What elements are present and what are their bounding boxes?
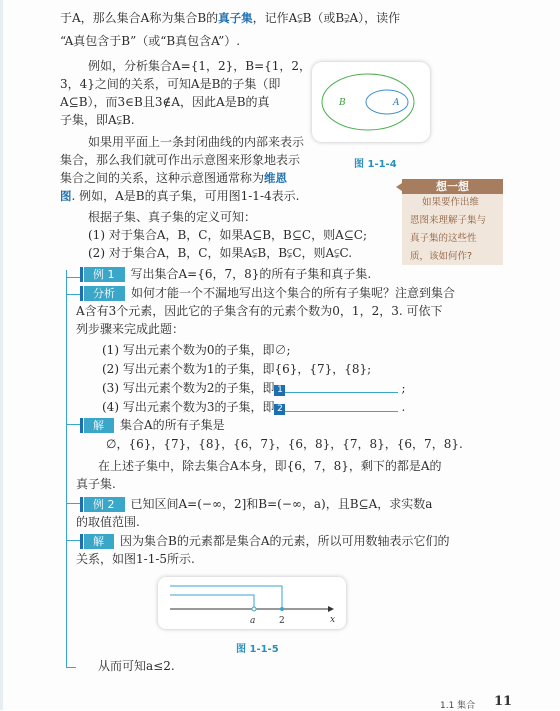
page-number: 11: [494, 694, 513, 709]
analysis-tag: 分析: [84, 286, 125, 301]
props-p2: (2) 对于集合A，B，C，如果A⫋B，B⫋C，则A⫋C.: [88, 246, 353, 260]
venn-label-a: A: [393, 98, 400, 108]
answer-blank-2[interactable]: 2: [274, 399, 398, 412]
example2-header: 例 2 已知区间A=(−∞，2]和B=(−∞，a)，且B⊆A，求实数a: [84, 496, 432, 512]
analysis-line1: 分析 如何才能一个不漏地写出这个集合的所有子集呢？注意到集合: [84, 285, 455, 301]
analysis-line2: A含有3个元素，因此它的子集含有的元素个数为0，1，2，3. 可依下: [76, 304, 443, 318]
number-line-svg: [158, 577, 346, 629]
example2-question-line2: 的取值范围.: [76, 515, 140, 529]
solution1-line1: 解 集合A的所有子集是: [84, 417, 225, 433]
axis-arrow: [328, 606, 334, 612]
example1-tag: 例 1: [84, 267, 125, 282]
term-proper-subset: 真子集: [218, 11, 253, 25]
para2-line3: A⊆B），而3∈B且3∉A，因此A是B的真: [60, 95, 270, 109]
example1-header: [84, 266, 371, 282]
venn-diagram: [312, 62, 430, 142]
sidebar-line-2: 恩图来理解子集与: [410, 215, 487, 226]
example-bracket-line: [66, 270, 67, 668]
answer-blank-1[interactable]: 1: [274, 380, 398, 393]
sidebar-line-3: 真子集的这些性: [410, 233, 477, 244]
solution1-line3: 在上述子集中，除去集合A本身，即{6，7，8}，剩下的都是A的: [98, 459, 442, 473]
props-p1: (1) 对于集合A，B，C，如果A⊆B，B⊆C，则A⊆C;: [88, 228, 368, 242]
set-a-ellipse: [366, 90, 408, 114]
conclusion: 从而可知a≤2.: [98, 659, 175, 673]
step1: (1) 写出元素个数为0的子集，即∅;: [102, 343, 291, 357]
props-intro: 根据子集、真子集的定义可知：: [88, 210, 257, 224]
step2: (2) 写出元素个数为1的子集，即{6}，{7}，{8};: [102, 362, 372, 376]
figure-caption-1-1-5: 图 1-1-5: [236, 644, 279, 655]
solution2-line2: 关系，如图1-1-5所示.: [76, 552, 195, 566]
set-b-ellipse: [322, 74, 414, 130]
venn-label-b: B: [339, 98, 346, 108]
number-line-figure: [158, 577, 346, 629]
para1-line2: “A真包含于B”（或“B真包含A”）.: [60, 34, 241, 48]
sidebar-title: 想一想: [402, 179, 503, 194]
venn-svg: [312, 62, 430, 142]
para3-line3: 集合之间的关系，这种示意图通常称为维恩: [60, 171, 288, 185]
solution1-line4: 真子集.: [76, 477, 116, 491]
footer-section: 1.1 集合: [440, 701, 476, 711]
label-2: 2: [279, 616, 285, 626]
interval-a-bracket: [170, 586, 282, 609]
point-a: [252, 607, 256, 611]
sidebar-line-1: 如果要作出维: [422, 197, 480, 208]
step4: (4) 写出元素个数为3的子集，即 2 .: [102, 400, 406, 414]
step3: (3) 写出元素个数为2的子集，即 1 ;: [102, 381, 406, 395]
analysis-line3: 列步骤来完成此题：: [76, 322, 185, 336]
para2-line4: 子集，即A⫋B.: [60, 113, 135, 127]
example2-tag: 例 2: [84, 497, 125, 512]
example1-question: 写出集合A={6，7，8}的所有子集和真子集.: [130, 267, 372, 281]
point-2: [280, 607, 284, 611]
label-a: a: [250, 616, 256, 626]
para2-line1: 例如，分析集合A={1，2}，B={1，2，: [88, 59, 312, 73]
solution2-line1: 解 因为集合B的元素都是集合A的元素，所以可用数轴表示它们的: [84, 533, 450, 549]
para3-line1: 如果用平面上一条封闭曲线的内部来表示: [88, 135, 305, 149]
para2-line2: 3，4}之间的关系，可知A是B的子集（即: [60, 77, 281, 91]
para3-line2: 集合，那么我们就可作出示意图来形象地表示: [60, 153, 301, 167]
figure-caption-1-1-4: 图 1-1-4: [354, 159, 397, 170]
para3-line4: 图. 例如，A是B的真子集，可用图1-1-4表示.: [60, 189, 300, 203]
solution1-line2: ∅，{6}，{7}，{8}，{6，7}，{6，8}，{7，8}，{6，7，8}.: [106, 437, 463, 451]
label-x: x: [330, 615, 336, 625]
solution1-tag: 解: [84, 418, 114, 433]
interval-b-bracket: [170, 595, 254, 609]
term-venn: 维恩: [264, 171, 288, 185]
sidebar-line-4: 质，该如何作?: [410, 251, 473, 262]
solution2-tag: 解: [84, 534, 114, 549]
para1-line1: 于A，那么集合A称为集合B的真子集，记作A⫋B（或B⫌A），读作: [60, 11, 401, 25]
